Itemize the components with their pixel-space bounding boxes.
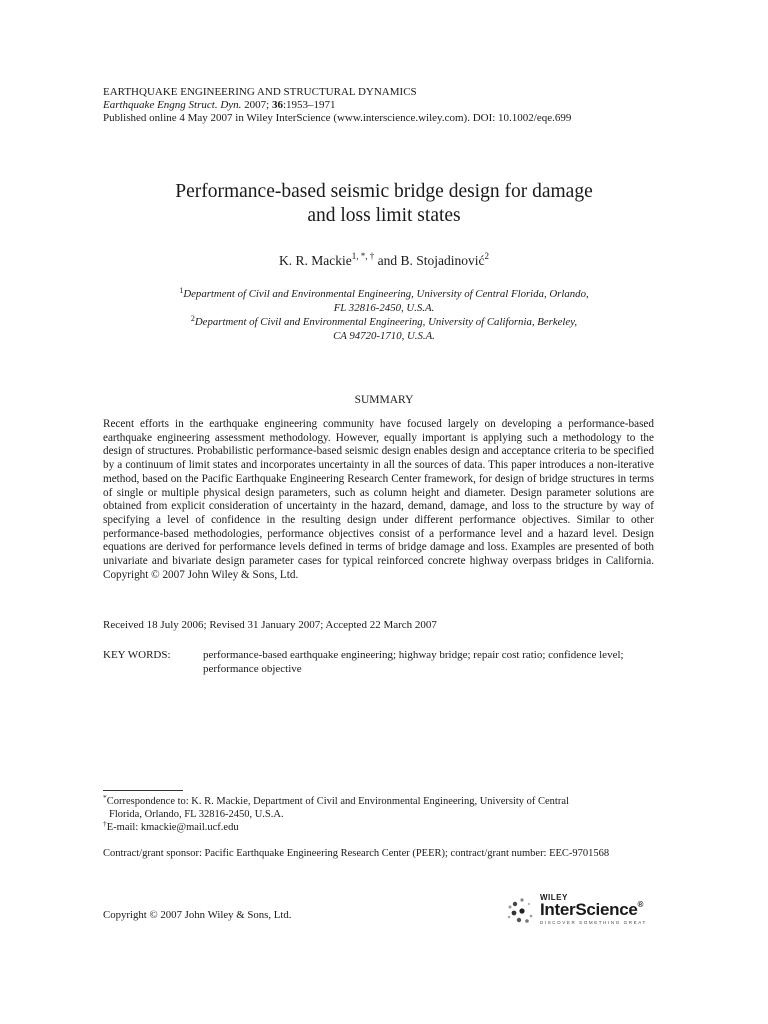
author-1-marks: 1, *, † bbox=[351, 251, 375, 261]
citation-year: 2007; bbox=[241, 99, 272, 111]
footnote-mark-2: † bbox=[103, 819, 107, 828]
affiliation-2-number: 2 bbox=[190, 314, 195, 323]
interscience-wordmark bbox=[540, 900, 643, 920]
author-2-mark: 2 bbox=[484, 251, 489, 261]
title-line-2: and loss limit states bbox=[307, 205, 461, 226]
keywords-text: performance-based earthquake engineering; highway bridge; repair cost ratio; confidence level; performance objective bbox=[203, 649, 624, 675]
author-1: K. R. Mackie bbox=[279, 253, 352, 268]
affiliation-1-line-1 bbox=[0, 287, 768, 301]
interscience-logo-icon bbox=[506, 894, 538, 928]
citation-pages: :1953–1971 bbox=[282, 99, 336, 111]
keywords-label: KEY WORDS: bbox=[103, 649, 171, 661]
interscience-name: InterScience bbox=[540, 900, 638, 919]
copyright-notice: Copyright © 2007 John Wiley & Sons, Ltd. bbox=[103, 909, 292, 921]
footnote-mark-1: * bbox=[103, 793, 107, 802]
author-joiner: and bbox=[374, 253, 401, 268]
affiliation-1-line-2: FL 32816-2450, U.S.A. bbox=[333, 302, 435, 314]
publication-info: Published online 4 May 2007 in Wiley InterScience (www.interscience.wiley.com). DOI: 10.1002/eqe.699 bbox=[103, 112, 572, 124]
author-list bbox=[0, 253, 768, 269]
title-line-1: Performance-based seismic bridge design for damage bbox=[175, 181, 593, 202]
wiley-wordmark: WILEY bbox=[540, 893, 568, 902]
affiliation-1-number: 1 bbox=[179, 286, 184, 295]
journal-name: EARTHQUAKE ENGINEERING AND STRUCTURAL DYNAMICS bbox=[103, 86, 417, 98]
received-dates: Received 18 July 2006; Revised 31 January 2007; Accepted 22 March 2007 bbox=[103, 619, 437, 631]
affiliation-2-text: Department of Civil and Environmental Engineering, University of California, Berkeley, bbox=[194, 316, 578, 328]
affiliation-1-text: Department of Civil and Environmental Engineering, University of Central Florida, Orlando, bbox=[183, 288, 589, 300]
email-footnote bbox=[103, 821, 654, 834]
summary-heading: SUMMARY bbox=[354, 394, 414, 406]
abstract-text: Recent efforts in the earthquake engineering community have focused largely on developing a performance-based earthquake engineering assessment methodology. However, equally important is applying such a methodology to the design of structures. Probabilistic performance-based seismic design enables design and acceptance criteria to be specified by a continuum of limit states and incorporates uncertainty in all the sources of data. This paper introduces a non-iterative method, based on the Pacific Earthquake Engineering Research Center framework, for design of bridge structures in terms of single or multiple physical design parameters, such as column height and diameter. Design parameter solutions are obtained from explicit consideration of uncertainty in the hazard, demand, damage, and loss to the structure by way of specifying a level of confidence in the resulting design under different performance objectives. Similar to other performance-based methodologies, performance objectives consist of a performance level and a hazard level. Design equations are derived for performance levels defined in terms of bridge damage and loss. Examples are presented of both univariate and bivariate design parameter cases for typical reinforced concrete highway overpass bridges in California. Copyright © 2007 John Wiley & Sons, Ltd. bbox=[103, 418, 654, 581]
registered-mark: ® bbox=[637, 900, 644, 909]
affiliation-2-line-2: CA 94720-1710, U.S.A. bbox=[333, 330, 435, 342]
correspondence-footnote bbox=[103, 795, 654, 808]
journal-abbrev: Earthquake Engng Struct. Dyn. bbox=[103, 99, 242, 111]
email-text: E-mail: kmackie@mail.ucf.edu bbox=[106, 822, 239, 833]
grant-sponsor: Contract/grant sponsor: Pacific Earthquake Engineering Research Center (PEER); contract/grant number: EEC-9701568 bbox=[103, 848, 610, 859]
affiliations bbox=[0, 287, 768, 343]
correspondence-line-2: Florida, Orlando, FL 32816-2450, U.S.A. bbox=[109, 809, 284, 820]
citation-volume: 36 bbox=[271, 99, 283, 111]
logo-tagline: DISCOVER SOMETHING GREAT bbox=[540, 920, 647, 925]
affiliation-2-line-1 bbox=[0, 315, 768, 329]
footnote-divider bbox=[103, 790, 183, 791]
footnotes bbox=[103, 795, 654, 834]
correspondence-line-1: Correspondence to: K. R. Mackie, Department of Civil and Environmental Engineering, University of Central bbox=[106, 796, 569, 807]
author-2: B. Stojadinović bbox=[400, 253, 485, 268]
paper-title bbox=[0, 180, 768, 228]
citation-line bbox=[103, 99, 336, 112]
